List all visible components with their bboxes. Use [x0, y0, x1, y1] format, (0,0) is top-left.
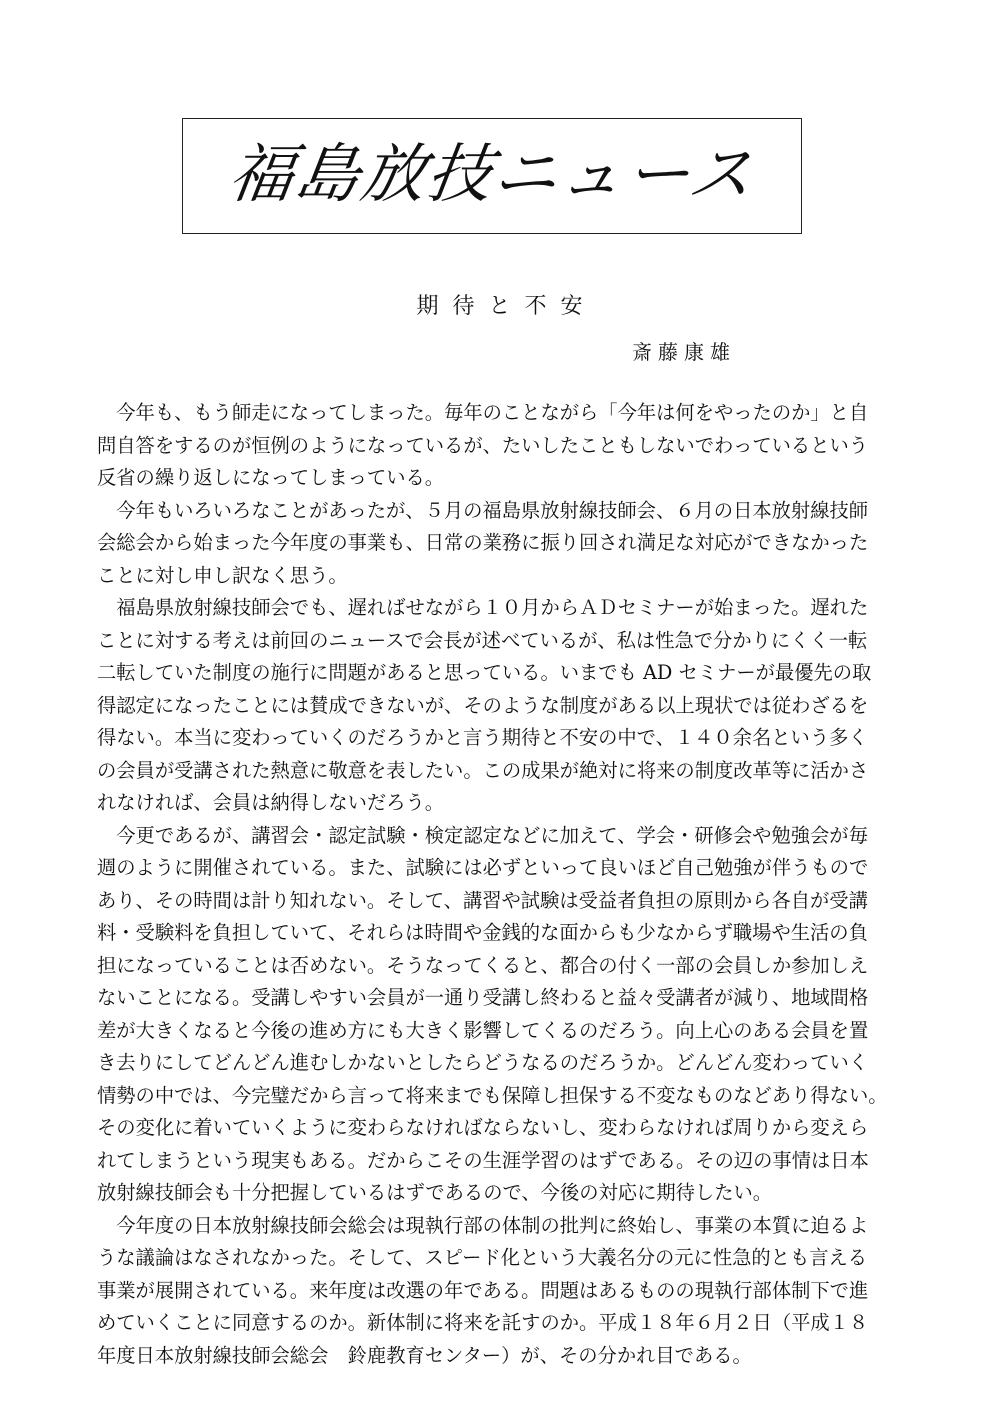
body-line: 料・受験料を負担していて、それらは時間や金銭的な面からも少なからず職場や生活の負 — [97, 921, 868, 944]
article-title: 期待と不安 — [416, 294, 597, 319]
article-body — [97, 397, 903, 1372]
body-line: 問自答をするのが恒例のようになっているが、たいしたこともしないでわっているという — [97, 433, 869, 457]
article-author: 斎藤康雄 — [632, 340, 736, 364]
body-line: 今年も、もう師走になってしまった。毎年のことながら「今年は何をやったのか」と自 — [97, 401, 869, 424]
body-line: 情勢の中では、今完璧だから言って将来までも保障し担保する不変なものなどあり得ない。 — [97, 1083, 888, 1107]
body-line: 週のように開催されている。また、試験には必ずといって良いほど自己勉強が伴うもので — [97, 856, 869, 879]
body-line: ことに対する考えは前回のニュースで会長が述べているが、私は性急で分かりにくく一転 — [97, 628, 868, 652]
body-line: 得ない。本当に変わっていくのだろうかと言う期待と不安の中で、１４０余名という多く — [97, 726, 868, 749]
masthead-title: 福島放技ニュース — [224, 138, 760, 212]
body-line: 会総会から始まった今年度の事業も、日常の業務に振り回され満足な対応ができなかった — [97, 531, 869, 554]
body-line: き去りにしてどんどん進むしかないとしたらどうなるのだろうか。どんどん変わっていく — [97, 1051, 869, 1074]
body-line: 今更であるが、講習会・認定試験・検定認定などに加えて、学会・研修会や勉強会が毎 — [97, 823, 868, 847]
body-line: ないことになる。受講しやすい会員が一通り受講し終わると益々受講者が減り、地域間格 — [97, 986, 869, 1009]
body-line: 年度日本放射線技師会総会 鈴鹿教育センター）が、その分かれ目である。 — [97, 1343, 752, 1367]
body-line: れなければ、会員は納得しないだろう。 — [97, 791, 445, 814]
body-line: ことに対し申し訳なく思う。 — [97, 563, 348, 587]
body-line: その変化に着いていくように変わらなければならないし、変わらなければ周りから変えら — [97, 1116, 869, 1139]
body-line: 得認定になったことには賛成できないが、そのような制度がある以上現状では従わざるを — [97, 693, 869, 717]
body-line: 今年もいろいろなことがあったが、５月の福島県放射線技師会、６月の日本放射線技師 — [97, 498, 869, 522]
body-line: めていくことに同意するのか。新体制に将来を託すのか。平成１８年６月２日（平成１８ — [97, 1311, 869, 1334]
body-line: 担になっていることは否めない。そうなってくると、都合の付く一部の会員しか参加しえ — [97, 953, 869, 977]
body-line: の会員が受講された熱意に敬意を表したい。この成果が絶対に将来の制度改革等に活かさ — [97, 758, 869, 782]
masthead-box — [182, 118, 802, 234]
body-line: 二転していた制度の施行に問題があると思っている。いまでも AD セミナーが最優先の取 — [97, 661, 872, 684]
body-line: 反省の繰り返しになってしまっている。 — [97, 466, 445, 489]
body-line: 差が大きくなると今後の進め方にも大きく影響してくるのだろう。向上心のある会員を置 — [97, 1018, 869, 1042]
body-line: あり、その時間は計り知れない。そして、講習や試験は受益者負担の原則から各自が受講 — [97, 888, 868, 912]
body-line: 放射線技師会も十分把握しているはずであるので、今後の対応に期待したい。 — [97, 1181, 773, 1204]
body-line: 今年度の日本放射線技師会総会は現執行部の体制の批判に終始し、事業の本質に迫るよ — [97, 1213, 869, 1237]
body-line: 福島県放射線技師会でも、遅ればせながら１０月からＡＤセミナーが始まった。遅れた — [97, 596, 869, 619]
body-line: うな議論はなされなかった。そして、スピード化という大義名分の元に性急的とも言える — [97, 1246, 868, 1269]
body-line: れてしまうという現実もある。だからこその生涯学習のはずである。その辺の事情は日本 — [97, 1148, 869, 1172]
body-line: 事業が展開されている。来年度は改選の年である。問題はあるものの現執行部体制下で進 — [97, 1278, 869, 1302]
